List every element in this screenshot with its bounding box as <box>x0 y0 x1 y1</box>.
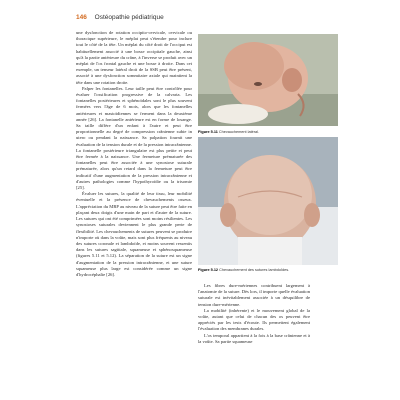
infant-back-of-head-image <box>198 137 338 265</box>
page-header <box>76 14 164 21</box>
figure-caption-text: Chevauchement des sutures lambdoïdes. <box>219 268 290 272</box>
figure-5-12-caption <box>198 268 348 272</box>
infant-side-profile-image <box>198 34 338 126</box>
figure-5-12-photo <box>198 137 338 265</box>
left-text-column <box>76 30 192 278</box>
figure-5-11-caption <box>198 130 348 134</box>
right-text-column <box>198 283 310 345</box>
running-title: Ostéopathie pédiatrique <box>94 14 164 21</box>
paragraph: Palper les fontanelles. Leur taille peut être contrôlée pour évaluer l'ossification progressive de la calvaria. Les fontanelles postérieures et sphénoïdales sont le plus souvent fermées vers l'âge de 6 mois, alors que les fontanelles antérieures et mastoïdiennes se ferment dans la deuxième année [26]. La fontanelle antérieure est en forme de losange. Sa taille diffère d'un enfant à l'autre et peut être proportionnelle au degré de compression crânienne subie in utero ou pendant la naissance. Sa palpation fournit une évaluation de la tension durale et de la pression intracrânienne. La fontanelle postérieure triangulaire est plus petite et peut être fermée à la naissance. Une fermeture prématurée des fontanelles peut être associée à une synostose suturale prématurée, alors qu'un retard dans la fermeture peut être indicatif d'une augmentation de la pression intracrânienne et d'autres pathologies comme l'hypothyroïdie ou la trisomie [25]. <box>76 85 192 191</box>
figure-label: Figure 5.11 <box>198 130 218 134</box>
paragraph: une dysfonction de rotation occipito-cervicale, cervicale ou thoracique supérieure, le méplat peut s'étendre pour inclure tout le côté de la tête. Un méplat du côté droit de l'occiput est habituellement associé à une bosse occipitale gauche, ainsi qu'à la partie antérieure du crâne, à l'inverse se produit avec un méplat de l'os frontal gauche et une bosse à droite. Dans cet exemple, un tenseur latéral droit de la SSB peut être présent, associé à une dysfonction sommitaire axiale qui maintient la tête dans une rotation droite. <box>76 30 192 85</box>
paragraph: La mobilité (inhérente) et le mouvement global de la voûte, autant que celui de chacun des os peuvent être appréciés par les tests d'écoute. Ils permettent également l'évaluation des membranes durales. <box>198 307 310 332</box>
paragraph: Les fibres dure-mériennes contribuent largement à l'anatomie de la suture. Dès lors, il importe quelle évaluation suturale est inévitablement associée à un désquilibre de tension dure-mérienne. <box>198 283 310 307</box>
paragraph: L'os temporal appartient à la fois à la base crânienne et à la voûte. Sa partie squameuse <box>198 332 310 344</box>
figure-label: Figure 5.12 <box>198 268 219 272</box>
figure-caption-text: Chevauchement latéral. <box>218 130 260 134</box>
figure-5-11-photo <box>198 34 338 126</box>
page-number: 146 <box>76 14 87 21</box>
paragraph: Évaluer les sutures, la qualité de leur tissu, leur mobilité éventuelle et la présence de chevauchements osseux. L'appréciation du MRP au niveau de la suture peut être faite en plaçant deux doigts d'une main de part et d'autre de la suture. Les sutures qui ont été comprimées sont moins résilientes. Les synostoses suturales deviennent le plus grande perte de flexibilité. Les chevauchements de sutures peuvent se produire n'importe où dans la voûte, mais sont plus fréquents au niveau des sutures coronale et lambdoïde, et moins souvent ressentis dans les sutures sagittale, squameuse et sphénosquameuse (figures 5.11 et 5.12). La séparation de la suture est un signe d'augmentation de la pression intracrânienne, et une suture squameuse plus large est considérée comme un signe d'hydrocéphalie [26]. <box>76 191 192 277</box>
